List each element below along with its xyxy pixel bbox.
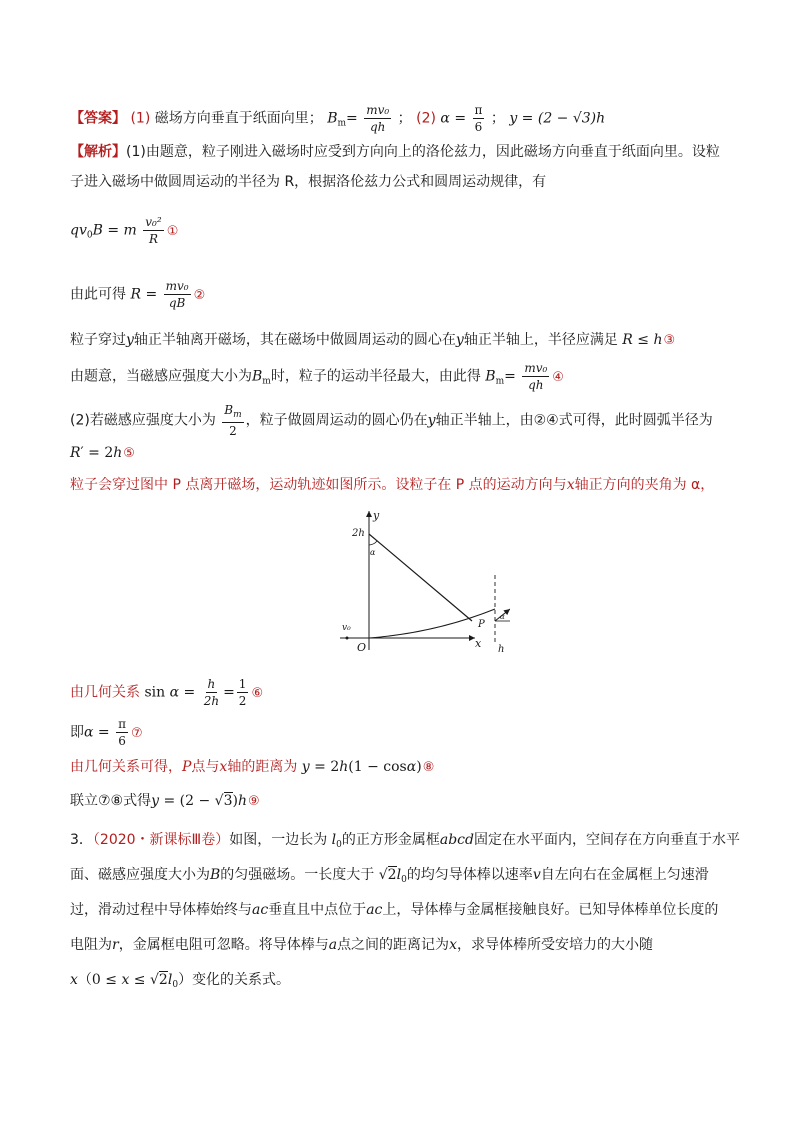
answer-line: 【答案】 (1) 磁场方向垂直于纸面向里； $B_m=$ $\frac{\text{mv₀}}{qh}$ ； (2) α = $\frac{\pi}{6}$ ； y = (2 − √3)h: [70, 103, 606, 134]
label-h: h: [498, 644, 505, 655]
label-alpha-p: α: [500, 613, 505, 621]
analysis-tag: 【解析】: [70, 144, 126, 160]
trajectory-figure: [340, 505, 510, 655]
label-v0: v₀: [342, 623, 351, 633]
analysis-line-2: 子进入磁场中做圆周运动的半径为 R，根据洛伦兹力公式和圆周运动规律，有: [70, 174, 547, 190]
x-axis-label: x: [475, 637, 482, 650]
analysis-line-8: 粒子会穿过图中 P 点离开磁场，运动轨迹如图所示。设粒子在 P 点的运动方向与x轴正方向的夹角为 α，: [70, 477, 715, 493]
problem3-line-3: 过，滑动过程中导体棒始终与ac垂直且中点位于ac上，导体棒与金属框接触良好。已知导体棒单位长度的: [70, 902, 719, 918]
analysis-line-6: (2)若磁感应强度大小为 $\frac{B_m}{2}$ ，粒子做圆周运动的圆心仍在y轴正半轴上，由②④式可得，此时圆弧半径为: [70, 403, 713, 438]
equation-1: $qv_0B = m$ $\frac{\text{v₀²}}{R}$ ①: [70, 215, 179, 246]
equation-2: 由此可得 R = $\frac{\text{mv₀}}{qB}$ ②: [70, 279, 206, 310]
problem3-line-4: 电阻为r，金属框电阻可忽略。将导体棒与a点之间的距离记为x，求导体棒所受安培力的大小随: [70, 937, 653, 953]
equation-5: R′ = 2h⑤: [70, 445, 135, 461]
equation-9: 联立⑦⑧式得y = (2 − √3)h⑨: [70, 793, 260, 809]
problem3-line-2: 面、磁感应强度大小为B的匀强磁场。一长度大于 $√2l_0$的均匀导体棒以速率v自左向右在金属框上匀速滑: [70, 867, 709, 885]
label-P: P: [478, 619, 485, 630]
radius-line: [369, 534, 472, 621]
equation-8: 由几何关系可得，P点与x轴的距离为 y = 2h(1 − cosα)⑧: [70, 759, 435, 775]
answer-part1-num: (1): [130, 110, 151, 127]
answer-tag: 【答案】: [70, 110, 126, 127]
answer-part2-num: (2): [416, 110, 436, 127]
analysis-line-4: 粒子穿过y轴正半轴离开磁场，其在磁场中做圆周运动的圆心在y轴正半轴上，半径应满足 R ≤ h③: [70, 332, 676, 348]
problem3-line-1: 3．（2020・新课标Ⅲ卷）如图，一边长为 $l_0$的正方形金属框abcd固定在水平面内，空间存在方向垂直于水平: [70, 832, 740, 850]
label-2h: 2h: [352, 528, 365, 539]
equation-7: 即α = $\frac{\pi}{6}$ ⑦: [70, 717, 143, 748]
answer-y-expr: y = (2 − √3)h: [509, 110, 606, 127]
trajectory-arc: [369, 609, 495, 638]
origin-label: O: [357, 641, 367, 654]
equation-6: 由几何关系 sin α = $\frac{h}{2h}$ = $\frac{1}{2}$ ⑥: [70, 677, 264, 708]
analysis-line-1: 【解析】(1)由题意，粒子刚进入磁场时应受到方向向上的洛伦兹力，因此磁场方向垂直于纸面向里。设粒: [70, 144, 720, 160]
answer-part1-text: 磁场方向垂直于纸面向里；: [154, 110, 323, 127]
particle-dot: [346, 637, 349, 640]
answer-bm-fraction: $\frac{\text{mv₀}}{qh}$: [366, 103, 390, 134]
y-axis-label: y: [373, 509, 380, 522]
problem3-line-5: $x(0 \le x \le √2l_0)$变化的关系式。: [70, 972, 291, 990]
answer-alpha-fraction: $\frac{\pi}{6}$: [474, 103, 483, 134]
analysis-line-5: 由题意，当磁感应强度大小为$B_m$时，粒子的运动半径最大，由此得 $B_m=$ $\frac{\text{mv₀}}{qh}$ ④: [70, 361, 564, 392]
label-alpha-top: α: [370, 548, 376, 557]
